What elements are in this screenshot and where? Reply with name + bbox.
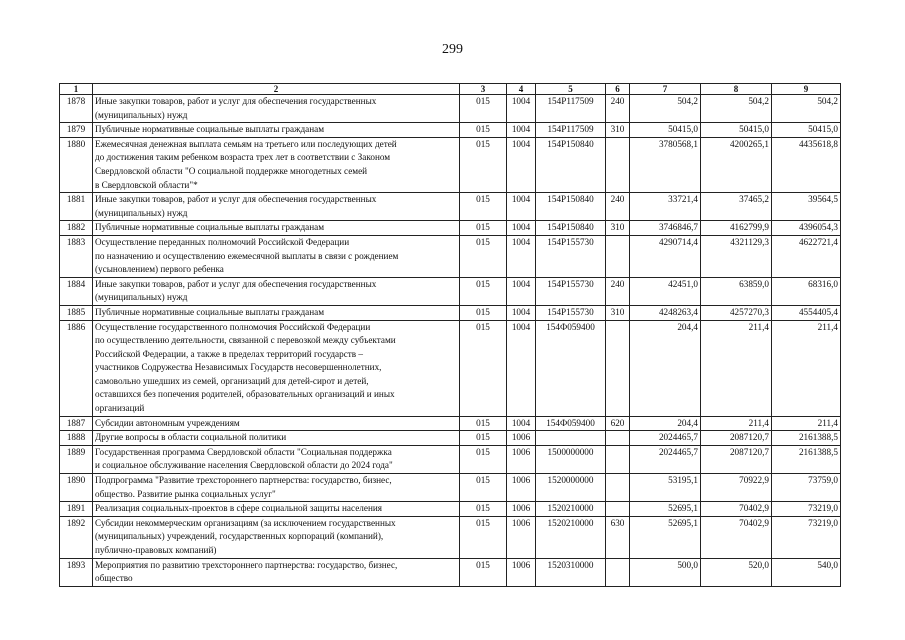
- row-number: 1886: [60, 320, 93, 416]
- row-code-section: 1006: [507, 474, 536, 502]
- row-value-year1: 500,0: [630, 558, 701, 586]
- row-code-target: 1520210000: [536, 516, 606, 558]
- page-number: 299: [442, 42, 463, 57]
- column-header: 6: [606, 84, 630, 95]
- table-row: [60, 277, 841, 305]
- row-value-year2: 70402,9: [701, 502, 772, 517]
- row-code-expense: [606, 320, 630, 416]
- table-row: [60, 137, 841, 192]
- row-code-admin: 015: [460, 502, 507, 517]
- row-code-section: 1004: [507, 320, 536, 416]
- row-number: 1881: [60, 193, 93, 221]
- row-value-year3: 4622721,4: [772, 235, 841, 277]
- row-code-target: 1500000000: [536, 445, 606, 473]
- row-code-section: 1004: [507, 416, 536, 431]
- row-code-section: 1004: [507, 221, 536, 236]
- row-code-section: 1004: [507, 95, 536, 123]
- row-code-admin: 015: [460, 221, 507, 236]
- row-number: 1893: [60, 558, 93, 586]
- row-value-year1: 504,2: [630, 95, 701, 123]
- table-row: [60, 193, 841, 221]
- row-value-year1: 4290714,4: [630, 235, 701, 277]
- row-code-expense: 240: [606, 193, 630, 221]
- row-value-year1: 3746846,7: [630, 221, 701, 236]
- row-value-year3: 540,0: [772, 558, 841, 586]
- row-number: 1888: [60, 431, 93, 446]
- row-code-target: [536, 431, 606, 446]
- row-code-target: 154Р150840: [536, 193, 606, 221]
- column-header: 2: [93, 84, 460, 95]
- row-code-expense: 310: [606, 305, 630, 320]
- row-value-year2: 4321129,3: [701, 235, 772, 277]
- row-value-year3: 4396054,3: [772, 221, 841, 236]
- row-name: Мероприятия по развитию трехстороннего партнерства: государство, бизнес, общество: [93, 558, 460, 586]
- row-value-year2: 63859,0: [701, 277, 772, 305]
- row-number: 1882: [60, 221, 93, 236]
- row-value-year2: 70402,9: [701, 516, 772, 558]
- table-row: [60, 416, 841, 431]
- row-name: Субсидии некоммерческим организациям (за исключением государственных (муниципальных) учреждений, государственных корпораций (компаний), публично-правовых компаний): [93, 516, 460, 558]
- row-number: 1879: [60, 123, 93, 138]
- row-value-year2: 4200265,1: [701, 137, 772, 192]
- column-header: 3: [460, 84, 507, 95]
- column-header: 7: [630, 84, 701, 95]
- row-value-year1: 204,4: [630, 320, 701, 416]
- row-code-section: 1006: [507, 516, 536, 558]
- row-code-admin: 015: [460, 305, 507, 320]
- row-code-admin: 015: [460, 137, 507, 192]
- table-row: [60, 474, 841, 502]
- table-row: [60, 431, 841, 446]
- row-code-admin: 015: [460, 95, 507, 123]
- row-code-target: 154Р155730: [536, 235, 606, 277]
- row-code-expense: 310: [606, 123, 630, 138]
- row-value-year1: 42451,0: [630, 277, 701, 305]
- row-code-expense: [606, 137, 630, 192]
- row-value-year3: 73759,0: [772, 474, 841, 502]
- row-name: Осуществление государственного полномочия Российской Федерации по осуществлению деятельности, связанной с перевозкой между субъектами Российской Федерации, а также в пределах территорий государств – участников Содружества Независимых Государств несовершеннолетних, самовольно ушедших из семей, организаций для детей-сирот и детей, оставшихся без попечения родителей, образовательных организаций и иных организаций: [93, 320, 460, 416]
- row-number: 1887: [60, 416, 93, 431]
- table-row: [60, 95, 841, 123]
- row-value-year3: 68316,0: [772, 277, 841, 305]
- row-code-section: 1004: [507, 123, 536, 138]
- row-code-admin: 015: [460, 516, 507, 558]
- row-code-target: 1520000000: [536, 474, 606, 502]
- table-row: [60, 320, 841, 416]
- table-row: [60, 516, 841, 558]
- row-value-year2: 50415,0: [701, 123, 772, 138]
- row-name: Иные закупки товаров, работ и услуг для обеспечения государственных (муниципальных) нужд: [93, 193, 460, 221]
- table-row: [60, 305, 841, 320]
- row-code-expense: 310: [606, 221, 630, 236]
- row-value-year3: 211,4: [772, 320, 841, 416]
- row-code-admin: 015: [460, 445, 507, 473]
- row-code-target: 154Р155730: [536, 305, 606, 320]
- row-code-target: 154Р150840: [536, 137, 606, 192]
- row-code-section: 1004: [507, 137, 536, 192]
- row-code-expense: [606, 235, 630, 277]
- row-code-expense: [606, 445, 630, 473]
- row-number: 1884: [60, 277, 93, 305]
- row-name: Субсидии автономным учреждениям: [93, 416, 460, 431]
- row-value-year3: 4554405,4: [772, 305, 841, 320]
- row-value-year3: 2161388,5: [772, 431, 841, 446]
- row-value-year1: 52695,1: [630, 502, 701, 517]
- row-code-target: 154Р150840: [536, 221, 606, 236]
- row-number: 1883: [60, 235, 93, 277]
- row-code-target: 154Р155730: [536, 277, 606, 305]
- row-value-year3: 73219,0: [772, 516, 841, 558]
- row-number: 1890: [60, 474, 93, 502]
- column-header: 8: [701, 84, 772, 95]
- table-row: [60, 502, 841, 517]
- row-name: Иные закупки товаров, работ и услуг для обеспечения государственных (муниципальных) нужд: [93, 95, 460, 123]
- row-name: Другие вопросы в области социальной политики: [93, 431, 460, 446]
- row-name: Подпрограмма "Развитие трехстороннего партнерства: государство, бизнес, общество. Развитие рынка социальных услуг": [93, 474, 460, 502]
- row-code-section: 1006: [507, 558, 536, 586]
- table-row: [60, 221, 841, 236]
- column-header: 5: [536, 84, 606, 95]
- row-code-expense: [606, 431, 630, 446]
- row-value-year1: 204,4: [630, 416, 701, 431]
- column-header: 1: [60, 84, 93, 95]
- row-value-year2: 70922,9: [701, 474, 772, 502]
- row-value-year1: 52695,1: [630, 516, 701, 558]
- row-value-year3: 39564,5: [772, 193, 841, 221]
- row-code-admin: 015: [460, 474, 507, 502]
- header-row: [60, 84, 841, 95]
- row-name: Реализация социальных-проектов в сфере социальной защиты населения: [93, 502, 460, 517]
- row-value-year3: 211,4: [772, 416, 841, 431]
- row-code-expense: [606, 474, 630, 502]
- row-value-year1: 50415,0: [630, 123, 701, 138]
- row-value-year2: 211,4: [701, 416, 772, 431]
- row-code-admin: 015: [460, 558, 507, 586]
- table-row: [60, 235, 841, 277]
- row-name: Публичные нормативные социальные выплаты гражданам: [93, 305, 460, 320]
- row-code-section: 1006: [507, 502, 536, 517]
- row-name: Ежемесячная денежная выплата семьям на третьего или последующих детей до достижения таким ребенком возраста трех лет в соответствии с Законом Свердловской области "О социальной поддержке многодетных семей в Свердловской области"*: [93, 137, 460, 192]
- table-row: [60, 445, 841, 473]
- row-code-expense: 240: [606, 95, 630, 123]
- column-header: 4: [507, 84, 536, 95]
- row-code-target: 154Р117509: [536, 95, 606, 123]
- row-value-year1: 3780568,1: [630, 137, 701, 192]
- table-row: [60, 123, 841, 138]
- row-name: Публичные нормативные социальные выплаты гражданам: [93, 123, 460, 138]
- row-number: 1878: [60, 95, 93, 123]
- row-code-target: 154Ф059400: [536, 320, 606, 416]
- row-value-year2: 4162799,9: [701, 221, 772, 236]
- row-code-admin: 015: [460, 193, 507, 221]
- row-name: Иные закупки товаров, работ и услуг для обеспечения государственных (муниципальных) нужд: [93, 277, 460, 305]
- row-value-year2: 37465,2: [701, 193, 772, 221]
- row-value-year2: 2087120,7: [701, 445, 772, 473]
- table-row: [60, 558, 841, 586]
- row-number: 1892: [60, 516, 93, 558]
- row-value-year1: 33721,4: [630, 193, 701, 221]
- row-code-target: 1520210000: [536, 502, 606, 517]
- row-value-year2: 2087120,7: [701, 431, 772, 446]
- row-code-admin: 015: [460, 123, 507, 138]
- row-value-year3: 50415,0: [772, 123, 841, 138]
- row-value-year1: 2024465,7: [630, 445, 701, 473]
- row-code-expense: 630: [606, 516, 630, 558]
- row-code-admin: 015: [460, 320, 507, 416]
- row-number: 1889: [60, 445, 93, 473]
- row-code-target: 154Р117509: [536, 123, 606, 138]
- row-value-year2: 520,0: [701, 558, 772, 586]
- row-name: Публичные нормативные социальные выплаты гражданам: [93, 221, 460, 236]
- row-code-section: 1006: [507, 445, 536, 473]
- row-code-expense: 620: [606, 416, 630, 431]
- row-code-section: 1004: [507, 235, 536, 277]
- budget-table: [59, 83, 841, 587]
- row-code-section: 1004: [507, 305, 536, 320]
- column-header: 9: [772, 84, 841, 95]
- row-value-year2: 4257270,3: [701, 305, 772, 320]
- row-code-admin: 015: [460, 431, 507, 446]
- row-value-year2: 211,4: [701, 320, 772, 416]
- row-value-year3: 504,2: [772, 95, 841, 123]
- row-name: Государственная программа Свердловской области "Социальная поддержка и социальное обслуживание населения Свердловской области до 2024 года": [93, 445, 460, 473]
- row-code-admin: 015: [460, 416, 507, 431]
- row-value-year2: 504,2: [701, 95, 772, 123]
- row-value-year1: 4248263,4: [630, 305, 701, 320]
- row-code-section: 1004: [507, 277, 536, 305]
- row-value-year3: 4435618,8: [772, 137, 841, 192]
- row-value-year1: 2024465,7: [630, 431, 701, 446]
- row-code-admin: 015: [460, 235, 507, 277]
- row-number: 1880: [60, 137, 93, 192]
- row-code-expense: 240: [606, 277, 630, 305]
- row-code-target: 1520310000: [536, 558, 606, 586]
- row-value-year1: 53195,1: [630, 474, 701, 502]
- row-value-year3: 73219,0: [772, 502, 841, 517]
- row-number: 1891: [60, 502, 93, 517]
- row-code-admin: 015: [460, 277, 507, 305]
- row-code-section: 1004: [507, 193, 536, 221]
- row-number: 1885: [60, 305, 93, 320]
- row-value-year3: 2161388,5: [772, 445, 841, 473]
- row-code-expense: [606, 502, 630, 517]
- row-code-target: 154Ф059400: [536, 416, 606, 431]
- row-code-expense: [606, 558, 630, 586]
- row-code-section: 1006: [507, 431, 536, 446]
- row-name: Осуществление переданных полномочий Российской Федерации по назначению и осуществлению ежемесячной выплаты в связи с рождением (усыновлением) первого ребенка: [93, 235, 460, 277]
